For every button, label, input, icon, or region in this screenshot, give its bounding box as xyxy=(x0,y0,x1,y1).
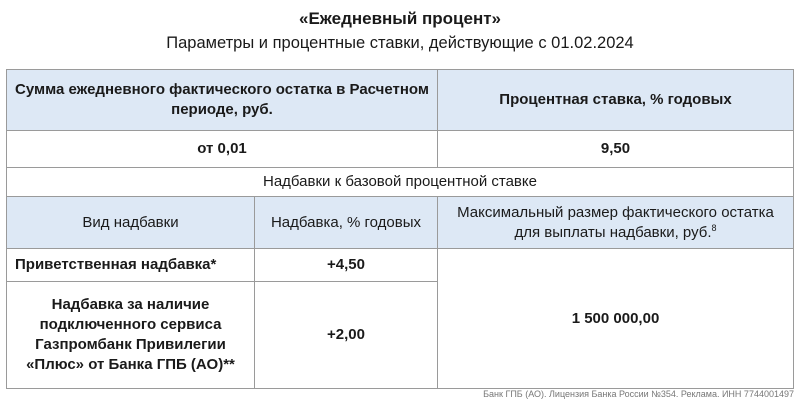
bonus-max-value-cell: 1 500 000,00 xyxy=(438,249,794,389)
balance-header-cell: Сумма ежедневного фактического остатка в Расчетном периоде, руб. xyxy=(7,70,438,131)
bonus-rate-cell: +2,00 xyxy=(255,282,438,389)
bonus-rate-cell: +4,50 xyxy=(255,249,438,282)
bonus-max-header-cell xyxy=(438,197,794,249)
table-header-row xyxy=(7,70,794,131)
bonuses-caption-cell: Надбавки к базовой процентной ставке xyxy=(7,168,794,197)
rate-header-cell: Процентная ставка, % годовых xyxy=(438,70,794,131)
bonus-max-header-text: Максимальный размер фактического остатка для выплаты надбавки, руб. xyxy=(457,203,774,241)
bonus-name-cell: Приветственная надбавка* xyxy=(7,249,255,282)
footnote-marker: 8 xyxy=(711,222,717,233)
bonus-rate-header-cell: Надбавка, % годовых xyxy=(255,197,438,249)
balance-value-cell: от 0,01 xyxy=(7,131,438,168)
document-title: «Ежедневный процент» xyxy=(299,9,501,28)
rates-table xyxy=(6,69,794,389)
legal-footer: Банк ГПБ (АО). Лицензия Банка России №354. Реклама. ИНН 7744001497 xyxy=(483,389,794,399)
rate-value-cell: 9,50 xyxy=(438,131,794,168)
bonus-name-cell: Надбавка за наличие подключенного сервиса Газпромбанк Привилегии «Плюс» от Банка ГПБ (АО)** xyxy=(7,282,255,389)
bonuses-caption-row xyxy=(7,168,794,197)
bonuses-header-row xyxy=(7,197,794,249)
bonus-type-header-cell: Вид надбавки xyxy=(7,197,255,249)
document-subtitle: Параметры и процентные ставки, действующие с 01.02.2024 xyxy=(166,34,634,52)
table-row xyxy=(7,131,794,168)
table-row xyxy=(7,249,794,282)
